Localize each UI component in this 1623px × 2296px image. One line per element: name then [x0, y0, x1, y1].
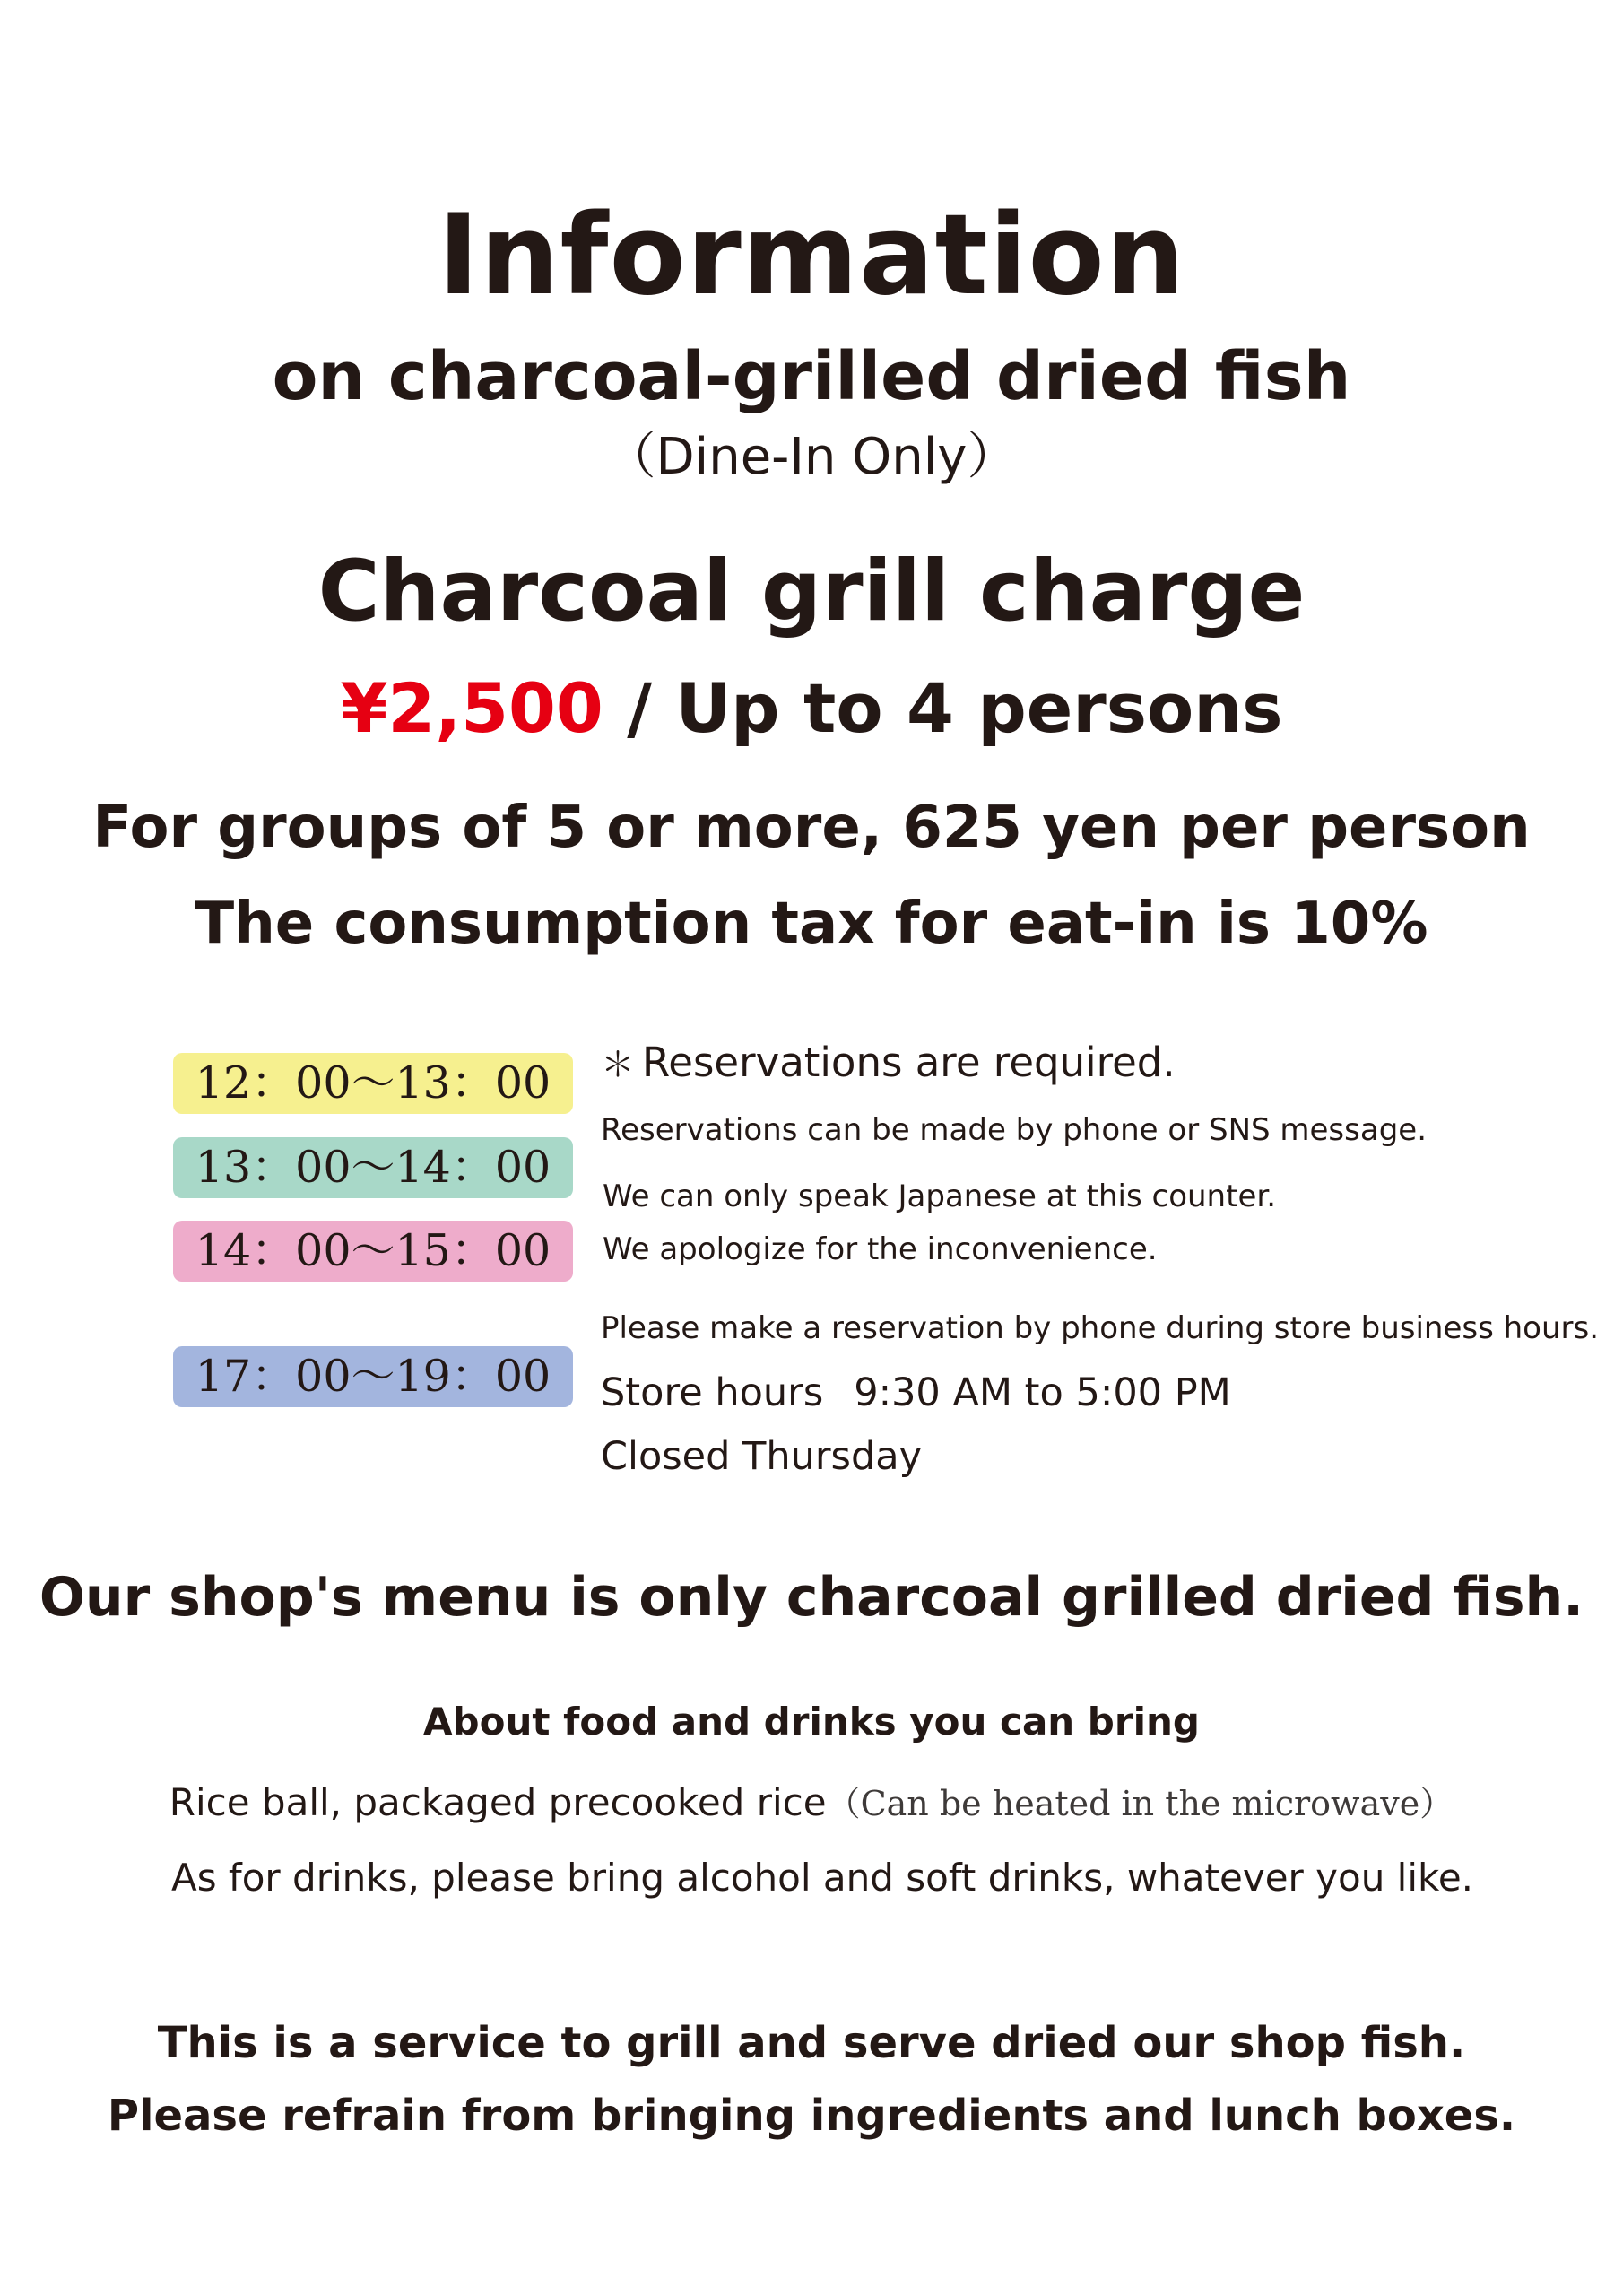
page-title: Information: [438, 191, 1185, 320]
charge-heading: Charcoal grill charge: [317, 543, 1306, 640]
drinks-note: As for drinks, please bring alcohol and soft drinks, whatever you like.: [170, 1856, 1474, 1900]
reservation-required: [601, 1034, 1176, 1093]
phone-reservation-note: Please make a reservation by phone during store business hours.: [601, 1310, 1600, 1346]
price-suffix: / Up to 4 persons: [603, 668, 1283, 748]
group-pricing: For groups of 5 or more, 625 yen per person: [92, 795, 1531, 861]
reservation-methods: Reservations can be made by phone or SNS message.: [601, 1112, 1428, 1148]
time-slot-4: 17：00～19：00: [173, 1346, 573, 1407]
apology-note: We apologize for the inconvenience.: [603, 1231, 1158, 1267]
reservation-required-text: Reservations are required.: [642, 1039, 1176, 1086]
time-slot-3: 14：00～15：00: [173, 1221, 573, 1282]
store-hours-label: Store hours: [601, 1370, 824, 1415]
refrain-note: Please refrain from bringing ingredients and lunch boxes.: [107, 2091, 1516, 2141]
rice-text: Rice ball, packaged precooked rice: [169, 1780, 827, 1824]
time-slot-1: 12：00～13：00: [173, 1053, 573, 1114]
service-note: This is a service to grill and serve dried our shop fish.: [157, 2018, 1466, 2068]
bring-heading: About food and drinks you can bring: [423, 1700, 1200, 1744]
asterisk-icon: ＊: [601, 1045, 636, 1084]
time-slot-2: 13：00～14：00: [173, 1137, 573, 1198]
microwave-note: （Can be heated in the microwave）: [826, 1784, 1454, 1823]
store-hours-value: 9:30 AM to 5:00 PM: [854, 1370, 1231, 1415]
language-note: We can only speak Japanese at this counter.: [603, 1178, 1277, 1214]
price-amount: ¥2,500: [340, 668, 603, 748]
rice-note: [0, 1774, 1623, 1832]
menu-statement: Our shop's menu is only charcoal grilled dried fish.: [39, 1566, 1584, 1629]
page-subtitle: on charcoal-grilled dried fish: [272, 338, 1351, 415]
price-line: [0, 664, 1623, 753]
store-hours: [601, 1364, 1231, 1422]
dine-in-note: （Dine-In Only）: [605, 428, 1018, 486]
tax-note: The consumption tax for eat-in is 10%: [195, 891, 1428, 957]
closed-day: Closed Thursday: [601, 1434, 923, 1479]
